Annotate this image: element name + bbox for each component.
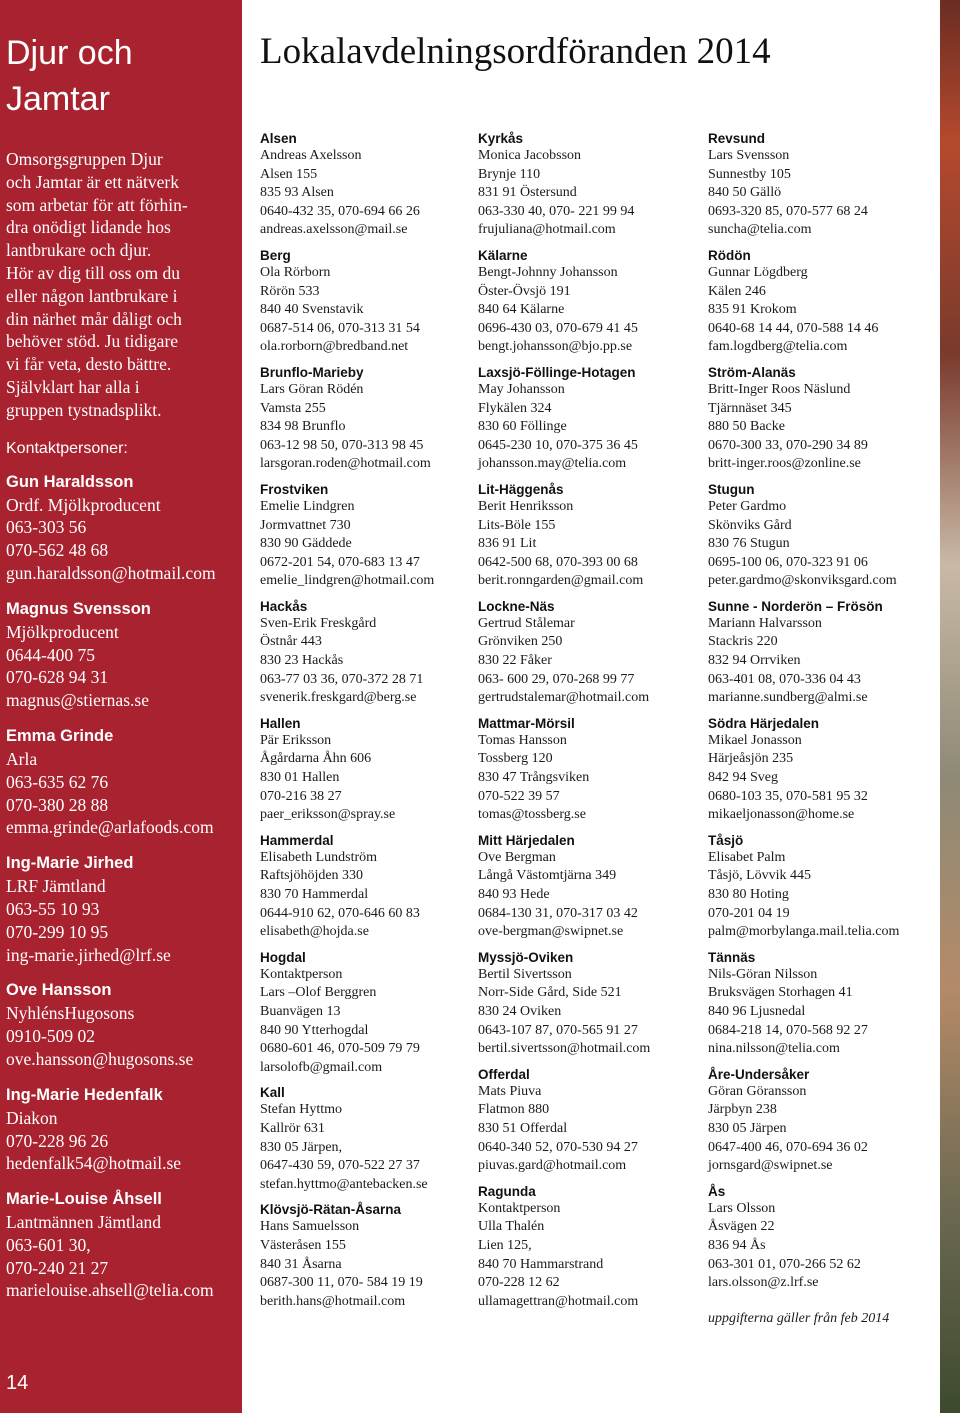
- branch-heading: Södra Härjedalen: [708, 715, 820, 731]
- branch-detail: 831 91 Östersund: [478, 185, 577, 201]
- branch-entry: [260, 949, 472, 1078]
- contact-email-link[interactable]: marielouise.ahsell@telia.com: [6, 1280, 214, 1301]
- branch-detail: 832 94 Orrviken: [708, 653, 801, 669]
- branch-detail: 840 31 Åsarna: [260, 1256, 342, 1272]
- branch-heading: Tännäs: [708, 949, 756, 965]
- branch-detail: 830 05 Järpen: [708, 1120, 787, 1136]
- branch-detail: 834 98 Brunflo: [260, 419, 346, 435]
- branch-entry: [708, 364, 948, 474]
- branch-detail: Monica Jacobsson: [478, 148, 582, 163]
- footnote: uppgifterna gäller från feb 2014: [708, 1310, 890, 1326]
- branch-detail: 835 91 Krokom: [708, 302, 797, 318]
- branch-heading: Sunne - Norderön – Frösön: [708, 598, 883, 614]
- intro-line: dra onödigt lidande hos: [6, 217, 171, 238]
- branch-detail: Härjeåsjön 235: [708, 751, 794, 767]
- branch-detail: 0640-68 14 44, 070-588 14 46: [708, 320, 879, 336]
- branch-entry: [478, 130, 702, 240]
- branch-email-link[interactable]: jornsgard@swipnet.se: [708, 1158, 833, 1174]
- contact-detail: 070-240 21 27: [6, 1257, 109, 1278]
- branch-entry: [708, 1066, 948, 1176]
- branch-detail: 070-228 12 62: [478, 1275, 560, 1291]
- branch-detail: Lars Olsson: [708, 1200, 776, 1216]
- contact-detail: Arla: [6, 748, 38, 769]
- branch-entry: [478, 1183, 702, 1312]
- contact-detail: Diakon: [6, 1107, 58, 1128]
- branch-detail: 0647-400 46, 070-694 36 02: [708, 1139, 868, 1155]
- branch-email-link[interactable]: fam.logdberg@telia.com: [708, 339, 848, 355]
- contact-name: Gun Haraldsson: [6, 472, 134, 491]
- branch-detail: 0645-230 10, 070-375 36 45: [478, 437, 638, 453]
- branch-email-link[interactable]: lars.olsson@z.lrf.se: [708, 1275, 819, 1291]
- branch-entry: [708, 832, 948, 942]
- branch-detail: Gertrud Stålemar: [478, 615, 575, 631]
- branch-detail: Lien 125,: [478, 1237, 532, 1253]
- branch-detail: Långå Västomtjärna 349: [478, 868, 617, 884]
- branch-email-link[interactable]: andreas.axelsson@mail.se: [260, 222, 408, 238]
- branch-detail: Järpbyn 238: [708, 1102, 777, 1118]
- branch-detail: 063-12 98 50, 070-313 98 45: [260, 437, 424, 453]
- branch-detail: 0695-100 06, 070-323 91 06: [708, 554, 868, 570]
- branch-detail: 830 47 Trångsviken: [478, 770, 590, 786]
- branch-detail: 0640-340 52, 070-530 94 27: [478, 1139, 638, 1155]
- branch-email-link[interactable]: ola.rorborn@bredband.net: [260, 339, 409, 355]
- branch-heading: Mattmar-Mörsil: [478, 715, 575, 731]
- sidebar: [0, 0, 242, 1413]
- branch-detail: 070-216 38 27: [260, 788, 342, 804]
- branch-entry: [478, 715, 702, 825]
- branch-entry: [260, 715, 472, 825]
- branch-entry: [478, 832, 702, 942]
- branch-detail: Ove Bergman: [478, 849, 556, 865]
- intro-line: behöver stöd. Ju tidigare: [6, 331, 179, 352]
- branch-detail: Ågårdarna Åhn 606: [260, 751, 372, 767]
- branch-detail: 830 51 Offerdal: [478, 1120, 568, 1136]
- branch-detail: Skönviks Gård: [708, 517, 792, 533]
- branch-email-link[interactable]: piuvas.gard@hotmail.com: [478, 1158, 627, 1174]
- contact-email-link[interactable]: emma.grinde@arlafoods.com: [6, 817, 214, 838]
- contacts-heading: Kontaktpersoner:: [6, 439, 128, 457]
- branch-detail: Andreas Axelsson: [260, 148, 362, 163]
- branch-entry: [708, 949, 948, 1059]
- branch-detail: Kontaktperson: [478, 1200, 561, 1216]
- branch-detail: Peter Gardmo: [708, 498, 787, 514]
- branch-detail: 830 22 Fåker: [478, 653, 552, 669]
- contact-name: Emma Grinde: [6, 726, 114, 745]
- branch-detail: Ola Rörborn: [260, 264, 331, 280]
- branch-heading: Hammerdal: [260, 832, 334, 848]
- branch-detail: Tåsjö, Lövvik 445: [708, 868, 812, 884]
- branch-detail: Bertil Sivertsson: [478, 966, 572, 982]
- branch-email-link[interactable]: marianne.sundberg@almi.se: [708, 690, 868, 706]
- branch-entry: [260, 247, 472, 357]
- branch-detail: 0684-218 14, 070-568 92 27: [708, 1022, 868, 1038]
- sidebar-intro: [6, 148, 230, 422]
- branch-entry: [708, 715, 948, 825]
- branch-detail: 840 96 Ljusnedal: [708, 1003, 806, 1019]
- branch-detail: 0643-107 87, 070-565 91 27: [478, 1022, 638, 1038]
- branch-detail: 0670-300 33, 070-290 34 89: [708, 437, 868, 453]
- branch-email-link[interactable]: ullamagettran@hotmail.com: [478, 1293, 639, 1309]
- branch-detail: Norr-Side Gård, Side 521: [478, 985, 622, 1001]
- branch-email-link[interactable]: suncha@telia.com: [708, 222, 812, 238]
- branch-email-link[interactable]: johansson.may@telia.com: [478, 456, 627, 472]
- intro-line: eller någon lantbrukare i: [6, 285, 178, 306]
- branch-email-link[interactable]: britt-inger.roos@zonline.se: [708, 456, 861, 472]
- branch-entry: [478, 247, 702, 357]
- branch-detail: Sunnestby 105: [708, 166, 791, 182]
- branch-heading: Ragunda: [478, 1183, 536, 1199]
- branch-detail: 0680-103 35, 070-581 95 32: [708, 788, 868, 804]
- column-3: [708, 130, 948, 1327]
- contact-email-link[interactable]: hedenfalk54@hotmail.se: [6, 1153, 182, 1174]
- branch-heading: Ström-Alanäs: [708, 364, 796, 380]
- intro-line: och Jamtar är ett nätverk: [6, 171, 179, 192]
- branch-detail: Britt-Inger Roos Näslund: [708, 381, 851, 397]
- branch-detail: 830 05 Järpen,: [260, 1139, 343, 1155]
- branch-detail: 070-522 39 57: [478, 788, 560, 804]
- branch-detail: 836 94 Ås: [708, 1237, 766, 1253]
- branch-email-link[interactable]: bengt.johansson@bjo.pp.se: [478, 339, 633, 355]
- branch-detail: 0640-432 35, 070-694 66 26: [260, 203, 420, 219]
- intro-line: lantbrukare och djur.: [6, 240, 152, 261]
- branch-detail: Raftsjöhöjden 330: [260, 868, 364, 884]
- contact-detail: 070-380 28 88: [6, 794, 109, 815]
- branch-detail: Västeråsen 155: [260, 1237, 346, 1253]
- contact-person: [6, 851, 230, 966]
- intro-line: som arbetar för att förhin-: [6, 194, 188, 215]
- contact-detail: 063-303 56: [6, 517, 87, 538]
- branch-detail: 840 90 Ytterhogdal: [260, 1022, 369, 1038]
- branch-heading: Lockne-Näs: [478, 598, 555, 614]
- branch-entry: [708, 598, 948, 708]
- branch-detail: Gunnar Lögdberg: [708, 264, 808, 280]
- contact-detail: Ordf. Mjölkproducent: [6, 494, 161, 515]
- contact-name: Marie-Louise Åhsell: [6, 1190, 162, 1209]
- branch-detail: 880 50 Backe: [708, 419, 785, 435]
- contact-detail: NyhlénsHugosons: [6, 1003, 135, 1024]
- branch-detail: 070-201 04 19: [708, 905, 790, 921]
- branch-detail: 840 70 Hammarstrand: [478, 1256, 604, 1272]
- branch-email-link[interactable]: bertil.sivertsson@hotmail.com: [478, 1041, 651, 1057]
- branch-detail: 830 70 Hammerdal: [260, 887, 369, 902]
- intro-line: din närhet mår dåligt och: [6, 308, 182, 329]
- branch-email-link[interactable]: larsolofb@gmail.com: [260, 1059, 383, 1075]
- branch-detail: 835 93 Alsen: [260, 185, 334, 201]
- branch-heading: Myssjö-Oviken: [478, 949, 574, 965]
- contacts-list: [6, 470, 230, 1303]
- column-1: [260, 130, 472, 1318]
- branch-entry: [260, 598, 472, 708]
- branch-heading: Stugun: [708, 481, 755, 497]
- branch-detail: Tjärnnäset 345: [708, 400, 792, 416]
- branch-entry: [708, 481, 948, 591]
- branch-heading: Lit-Häggenås: [478, 481, 564, 497]
- branch-detail: Tomas Hansson: [478, 732, 567, 748]
- branch-detail: Bruksvägen Storhagen 41: [708, 985, 853, 1001]
- contact-person: [6, 978, 230, 1070]
- branch-heading: Hogdal: [260, 949, 306, 965]
- branch-detail: Ulla Thalén: [478, 1219, 545, 1235]
- branch-detail: 840 50 Gällö: [708, 185, 782, 201]
- branch-detail: Bengt-Johnny Johansson: [478, 264, 618, 280]
- branch-detail: Kallrör 631: [260, 1120, 325, 1136]
- branch-email-link[interactable]: nina.nilsson@telia.com: [708, 1041, 840, 1057]
- branch-detail: 836 91 Lit: [478, 536, 537, 552]
- branch-detail: 063-401 08, 070-336 04 43: [708, 671, 861, 687]
- contact-name: Magnus Svensson: [6, 599, 151, 618]
- branch-detail: 063- 600 29, 070-268 99 77: [478, 671, 635, 687]
- contact-detail: LRF Jämtland: [6, 876, 106, 897]
- branch-entry: [478, 1066, 702, 1176]
- branch-entry: [260, 364, 472, 474]
- branch-detail: Lars Svensson: [708, 148, 790, 163]
- branch-detail: Stackris 220: [708, 634, 778, 650]
- branch-heading: Revsund: [708, 131, 766, 146]
- contact-detail: 063-601 30,: [6, 1234, 91, 1255]
- contact-detail: Mjölkproducent: [6, 621, 119, 642]
- branch-detail: 830 80 Hoting: [708, 887, 789, 902]
- branch-detail: Flykälen 324: [478, 400, 552, 416]
- branch-detail: Alsen 155: [260, 166, 318, 182]
- branch-email-link[interactable]: elisabeth@hojda.se: [260, 924, 369, 940]
- branch-entry: [478, 598, 702, 708]
- branch-heading: Klövsjö-Rätan-Åsarna: [260, 1202, 402, 1218]
- branch-detail: 0644-910 62, 070-646 60 83: [260, 905, 420, 921]
- branch-heading: Hackås: [260, 598, 308, 614]
- branch-email-link[interactable]: mikaeljonasson@home.se: [708, 807, 855, 823]
- branch-detail: 0696-430 03, 070-679 41 45: [478, 320, 638, 336]
- branch-detail: Mikael Jonasson: [708, 732, 802, 748]
- branch-heading: Ås: [708, 1183, 726, 1199]
- branch-heading: Mitt Härjedalen: [478, 832, 575, 848]
- contact-detail: 070-562 48 68: [6, 540, 109, 561]
- branch-entry: [478, 949, 702, 1059]
- branch-detail: Lits-Böle 155: [478, 517, 556, 533]
- branch-detail: 830 60 Föllinge: [478, 419, 567, 435]
- branch-detail: 0672-201 54, 070-683 13 47: [260, 554, 420, 570]
- branch-detail: Östnår 443: [260, 634, 322, 650]
- contact-detail: Lantmännen Jämtland: [6, 1212, 162, 1233]
- branch-detail: Kälen 246: [708, 283, 766, 299]
- branch-detail: 842 94 Sveg: [708, 770, 778, 786]
- branch-detail: Tossberg 120: [478, 751, 553, 767]
- branch-detail: 0647-430 59, 070-522 27 37: [260, 1158, 420, 1174]
- branch-detail: Flatmon 880: [478, 1102, 550, 1118]
- branch-detail: Elisabet Palm: [708, 849, 786, 865]
- branch-detail: Vamsta 255: [260, 400, 326, 416]
- branch-detail: Sven-Erik Freskgård: [260, 615, 377, 631]
- branch-detail: Mariann Halvarsson: [708, 615, 822, 631]
- branch-detail: Mats Piuva: [478, 1083, 542, 1099]
- branch-detail: 830 76 Stugun: [708, 536, 790, 552]
- contact-person: [6, 1187, 230, 1302]
- branch-detail: May Johansson: [478, 381, 565, 397]
- branch-detail: 840 93 Hede: [478, 887, 550, 902]
- intro-line: Hör av dig till oss om du: [6, 262, 181, 283]
- branch-detail: Åsvägen 22: [708, 1219, 775, 1235]
- branch-detail: 830 24 Oviken: [478, 1003, 562, 1019]
- branch-heading: Laxsjö-Föllinge-Hotagen: [478, 364, 636, 380]
- branch-detail: Kontaktperson: [260, 966, 343, 982]
- contact-email-link[interactable]: ove.hansson@hugosons.se: [6, 1048, 194, 1069]
- branch-detail: Rörön 533: [260, 283, 320, 299]
- branch-detail: Jormvattnet 730: [260, 517, 351, 533]
- branch-detail: 830 90 Gäddede: [260, 536, 352, 552]
- branch-detail: 0684-130 31, 070-317 03 42: [478, 905, 638, 921]
- branch-heading: Brunflo-Marieby: [260, 364, 364, 380]
- branch-detail: 063-301 01, 070-266 52 62: [708, 1256, 861, 1272]
- photo-edge: [940, 0, 960, 1413]
- branch-email-link[interactable]: emelie_lindgren@hotmail.com: [260, 573, 435, 589]
- branch-detail: Öster-Övsjö 191: [478, 283, 571, 299]
- branch-heading: Hallen: [260, 715, 301, 731]
- contact-email-link[interactable]: magnus@stiernas.se: [6, 690, 149, 711]
- branch-detail: 0693-320 85, 070-577 68 24: [708, 203, 868, 219]
- contact-detail: 070-628 94 31: [6, 667, 109, 688]
- contact-email-link[interactable]: gun.haraldsson@hotmail.com: [6, 562, 216, 583]
- branch-email-link[interactable]: berith.hans@hotmail.com: [260, 1293, 406, 1309]
- branch-heading: Frostviken: [260, 481, 329, 497]
- contact-person: [6, 597, 230, 712]
- contact-detail: 070-299 10 95: [6, 921, 109, 942]
- branch-heading: Berg: [260, 247, 291, 263]
- branch-email-link[interactable]: larsgoran.roden@hotmail.com: [260, 456, 431, 472]
- branch-entry: [478, 364, 702, 474]
- branch-entry: [260, 1201, 472, 1311]
- branch-detail: Emelie Lindgren: [260, 498, 355, 514]
- branch-email-link[interactable]: palm@morbylanga.mail.telia.com: [708, 924, 900, 940]
- branch-email-link[interactable]: ove-bergman@swipnet.se: [478, 924, 624, 940]
- branch-heading: Rödön: [708, 247, 751, 263]
- branch-detail: 830 23 Hackås: [260, 653, 344, 669]
- branch-heading: Offerdal: [478, 1066, 530, 1082]
- branch-heading: Åre-Undersåker: [708, 1066, 810, 1082]
- branch-detail: 0687-300 11, 070- 584 19 19: [260, 1275, 423, 1291]
- sidebar-title: Djur och Jamtar: [6, 34, 133, 118]
- contact-person: [6, 724, 230, 839]
- page-number: 14: [6, 1372, 29, 1394]
- contact-detail: 063-635 62 76: [6, 771, 109, 792]
- branch-heading: Kall: [260, 1085, 285, 1101]
- branch-email-link[interactable]: peter.gardmo@skonviksgard.com: [708, 573, 897, 589]
- branch-detail: 0687-514 06, 070-313 31 54: [260, 320, 420, 336]
- branch-detail: Stefan Hyttmo: [260, 1102, 343, 1118]
- branch-detail: Grönviken 250: [478, 634, 563, 650]
- branch-detail: Lars Göran Rödén: [260, 381, 364, 397]
- branch-entry: [260, 832, 472, 942]
- contact-name: Ing-Marie Jirhed: [6, 854, 134, 873]
- branch-detail: Elisabeth Lundström: [260, 849, 378, 865]
- branch-entry: [708, 130, 948, 240]
- branch-detail: Buanvägen 13: [260, 1003, 341, 1019]
- branch-detail: Berit Henriksson: [478, 498, 574, 514]
- branch-email-link[interactable]: frujuliana@hotmail.com: [478, 222, 616, 238]
- contact-detail: 0644-400 75: [6, 644, 95, 665]
- branch-detail: Hans Samuelsson: [260, 1219, 360, 1235]
- branch-email-link[interactable]: stefan.hyttmo@antebacken.se: [260, 1176, 428, 1192]
- branch-entry: [478, 481, 702, 591]
- branch-email-link[interactable]: svenerik.freskgard@berg.se: [260, 690, 417, 706]
- contact-name: Ing-Marie Hedenfalk: [6, 1085, 163, 1104]
- intro-line: gruppen tystnadsplikt.: [6, 399, 162, 420]
- branch-detail: 840 40 Svenstavik: [260, 302, 364, 318]
- branch-detail: 840 64 Kälarne: [478, 302, 565, 318]
- branch-entry: [708, 1183, 948, 1293]
- branch-entry: [260, 130, 472, 240]
- contact-person: [6, 1083, 230, 1175]
- page-title: Lokalavdelningsordföranden 2014: [260, 31, 771, 72]
- branch-entry: [708, 247, 948, 357]
- branch-entry: [260, 481, 472, 591]
- intro-line: Omsorgsgruppen Djur: [6, 149, 163, 169]
- branch-detail: Pär Eriksson: [260, 732, 332, 748]
- branch-heading: Alsen: [260, 131, 297, 146]
- branch-detail: 0642-500 68, 070-393 00 68: [478, 554, 638, 570]
- branch-detail: Brynje 110: [478, 166, 541, 182]
- branch-detail: 063-330 40, 070- 221 99 94: [478, 203, 635, 219]
- branch-detail: Lars –Olof Berggren: [260, 985, 377, 1001]
- branch-detail: Göran Göransson: [708, 1083, 807, 1099]
- branch-heading: Kälarne: [478, 247, 528, 263]
- branch-detail: 0680-601 46, 070-509 79 79: [260, 1041, 420, 1057]
- branch-heading: Kyrkås: [478, 131, 524, 146]
- branch-heading: Tåsjö: [708, 832, 744, 848]
- branch-detail: Nils-Göran Nilsson: [708, 966, 818, 982]
- branch-email-link[interactable]: tomas@tossberg.se: [478, 807, 586, 823]
- intro-line: Självklart har alla i: [6, 376, 140, 397]
- contact-person: [6, 470, 230, 585]
- branch-email-link[interactable]: paer_eriksson@spray.se: [260, 807, 396, 823]
- branch-detail: 063-77 03 36, 070-372 28 71: [260, 671, 424, 687]
- contact-detail: 0910-509 02: [6, 1026, 95, 1047]
- intro-line: vi får veta, desto bättre.: [6, 354, 172, 375]
- contact-detail: 070-228 96 26: [6, 1130, 109, 1151]
- branch-entry: [260, 1084, 472, 1194]
- branch-detail: 830 01 Hallen: [260, 770, 340, 786]
- contact-name: Ove Hansson: [6, 981, 112, 1000]
- column-2: [478, 130, 702, 1318]
- contact-email-link[interactable]: ing-marie.jirhed@lrf.se: [6, 944, 171, 965]
- branch-email-link[interactable]: berit.ronngarden@gmail.com: [478, 573, 644, 589]
- contact-detail: 063-55 10 93: [6, 898, 100, 919]
- branch-email-link[interactable]: gertrudstalemar@hotmail.com: [478, 690, 650, 706]
